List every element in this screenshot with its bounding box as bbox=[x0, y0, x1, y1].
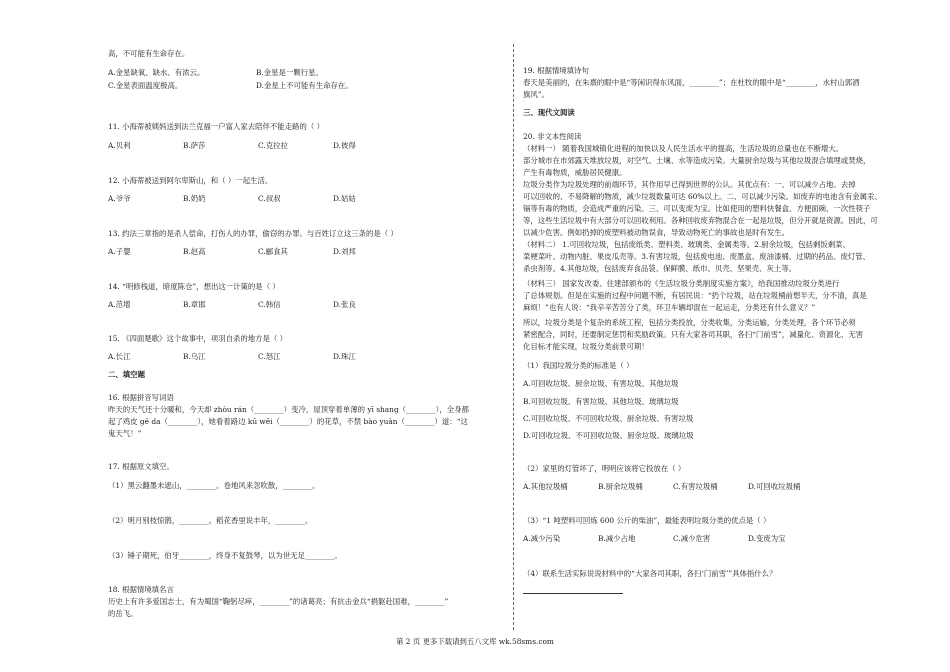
section-heading: 二、填空题 bbox=[108, 370, 145, 379]
text-line: C.郦食其 bbox=[258, 247, 288, 256]
text-line: B.章邯 bbox=[183, 300, 206, 309]
text-line: C.怒江 bbox=[258, 352, 281, 361]
text-line: 垃圾分类作为垃圾处理的前端环节，其作用早已得到世界的公认。其优点有：一、可以减少占地。去掉 bbox=[523, 180, 856, 189]
text-line: 紧密配合，同时，还要制定惩罚和奖励政策。只有大家各司其职，各扫“门前雪”，减量化、资源化、无害 bbox=[523, 330, 864, 339]
text-line: C.减少危害 bbox=[673, 534, 711, 543]
section-heading: 三、现代文阅读 bbox=[523, 108, 575, 117]
text-line: （材料一） 随着我国城镇化进程的加快以及人民生活水平的提高，生活垃圾的总量也在不断增大。 bbox=[523, 144, 844, 153]
right-column bbox=[523, 0, 928, 630]
text-line: C.可回收垃圾、不可回收垃圾、厨余垃圾、有害垃圾 bbox=[523, 414, 694, 423]
text-line: B.厨余垃圾桶 bbox=[598, 482, 643, 491]
text-line: 麻烦！”也有人说：“我辛辛苦苦分了类，环卫车辆却混在一起运走，分类还有什么意义？” bbox=[523, 303, 816, 312]
text-line: B.赵高 bbox=[183, 247, 206, 256]
text-line: （材料三） 国家发改委、住建部颁布的《生活垃圾分类制度实施方案》，给我国推动垃圾分类进行 bbox=[523, 279, 840, 288]
text-line: C.有害垃圾桶 bbox=[673, 482, 718, 491]
text-line: 13. 约法三章指的是杀人偿命，打伤人的办罪，偷窃的办罪。与百姓订立这三条的是（ ） bbox=[108, 229, 398, 238]
text-line: 17. 根据原文填空。 bbox=[108, 462, 174, 471]
text-line: 历史上有许多爱国志士，有为蜀国“鞠躬尽瘁，________”的诸葛亮；有抗击金兵“捐躯赴国难，________” bbox=[108, 597, 449, 606]
page-footer: 第 2 页 更多下载请到五八文库 wk.58sms.com bbox=[396, 637, 554, 646]
text-line: 鬼天气！” bbox=[108, 429, 142, 438]
text-line: 18. 根据情境填名言 bbox=[108, 585, 174, 594]
text-line: D.张良 bbox=[333, 300, 356, 309]
text-line: （3）锤子期死，伯牙________，终身不复鼓琴，以为世无足________。 bbox=[108, 551, 342, 560]
text-line: 镉等有毒的物质，会造成严重的污染。三、可以变废为宝。比如使用的塑料快餐盒、方便面碗、一次性筷子 bbox=[523, 204, 871, 213]
text-line: A.可回收垃圾、厨余垃圾、有害垃圾、其他垃圾 bbox=[523, 379, 679, 388]
left-column bbox=[108, 0, 508, 630]
text-line: D.刘邦 bbox=[333, 247, 356, 256]
text-line: （4）联系生活实际说说材料中的“大家各司其职，各扫‘门前雪’”具体指什么？ bbox=[523, 569, 777, 578]
text-line: D.珠江 bbox=[333, 352, 356, 361]
text-line: B.乌江 bbox=[183, 352, 206, 361]
text-line: 的岳飞。 bbox=[108, 609, 138, 618]
text-line: （2）家里的灯管坏了，明明应该将它投放在（ ） bbox=[523, 464, 686, 473]
text-line: C.金星表面温度极高。 bbox=[108, 81, 183, 90]
text-line: 杀虫剂等。4.其他垃圾，包括废弃食品袋、保鲜膜、纸巾、贝壳、坚果壳、灰土等。 bbox=[523, 264, 797, 273]
text-line: A.金星缺氧、缺水、有浓云。 bbox=[108, 68, 205, 77]
text-line: C.叔叔 bbox=[258, 194, 281, 203]
text-line: 12. 小海蒂被送到阿尔卑斯山，和（ ）一起生活。 bbox=[108, 176, 273, 185]
text-line: D.可回收垃圾桶 bbox=[748, 482, 801, 491]
text-line: （材料二） 1.可回收垃圾，包括废纸类、塑料类、玻璃类、金属类等。2.厨余垃圾，包括剩饭剩菜、 bbox=[523, 240, 850, 249]
column-divider bbox=[513, 44, 514, 630]
text-line: 产生有毒物质，威胁居民健康。 bbox=[523, 168, 627, 177]
text-line: A.其他垃圾桶 bbox=[523, 482, 568, 491]
text-line: 15. 《四面楚歌》这个故事中，项羽自杀的地方是（ ） bbox=[108, 334, 288, 343]
text-line: A.范增 bbox=[108, 300, 131, 309]
text-line: （1）我国垃圾分类的标准是（ ） bbox=[523, 361, 634, 370]
text-line: （3）“1 吨塑料可回炼 600 公斤的柴油”，最能表明垃圾分类的优点是（ ） bbox=[523, 516, 771, 525]
text-line: 等，这些生活垃圾中有大部分可以回收利用。各种回收废弃物混合在一起是垃圾，但分开就是资源。因此，可 bbox=[523, 216, 878, 225]
text-line: B.萨莎 bbox=[183, 141, 206, 150]
text-line: A.贝利 bbox=[108, 141, 131, 150]
text-line: D.金星上不可能有生命存在。 bbox=[256, 81, 353, 90]
text-line: 化目标才能实现，垃圾分类前景可期！ bbox=[523, 342, 649, 351]
text-line: A.减少污染 bbox=[523, 534, 561, 543]
text-line: 起了鸡皮 gē da（________），她看着路边 kū wěi（________）的花草，不禁 bào yuàn（________）道：“这 bbox=[108, 417, 468, 426]
text-line: 可以回收的、不易降解的物质，减少垃圾数量可达 60%以上。二、可以减少污染。如废弃的电池含有金属汞、 bbox=[523, 192, 882, 201]
text-line: B.金星是一颗行星。 bbox=[256, 68, 323, 77]
text-line: B.可回收垃圾、有害垃圾、其他垃圾、玻璃垃圾 bbox=[523, 397, 679, 406]
text-line: 20. 非文本性阅读 bbox=[523, 132, 582, 141]
text-line: C.克拉拉 bbox=[258, 141, 288, 150]
text-line: 高，不可能有生命存在。 bbox=[108, 49, 190, 58]
text-line: （1）黑云翻墨未遮山，________。卷地风来忽吹散，________。 bbox=[108, 481, 320, 490]
text-line: 旗风”。 bbox=[523, 90, 549, 99]
text-line: 19. 根据情境填诗句 bbox=[523, 66, 589, 75]
text-line: 14. “明修栈道，暗度陈仓”，想出这一计策的是（ ） bbox=[108, 282, 280, 291]
text-line: A.子婴 bbox=[108, 247, 131, 256]
text-line: 了总体规划。但是在实施的过程中问题不断，有居民说：“扔个垃圾，站在垃圾桶前想半天，分不清，真是 bbox=[523, 291, 867, 300]
text-line: D.姑姑 bbox=[333, 194, 356, 203]
text-line: D.可回收垃圾、不可回收垃圾、厨余垃圾、玻璃垃圾 bbox=[523, 431, 694, 440]
text-line: 所以，垃圾分类是个复杂的系统工程，包括分类投放，分类收集，分类运输，分类处理，各个环节必须 bbox=[523, 318, 856, 327]
answer-blank-line bbox=[523, 593, 623, 594]
text-line: （2）明月别枝惊鹊，________。稻花香里说丰年，________。 bbox=[108, 516, 313, 525]
text-line: D.彼得 bbox=[333, 141, 356, 150]
text-line: A.长江 bbox=[108, 352, 131, 361]
text-line: C.韩信 bbox=[258, 300, 281, 309]
text-line: 16. 根据拼音写词语 bbox=[108, 393, 174, 402]
text-line: 部分城市在市郊露天堆放垃圾，对空气、土壤、水等造成污染。大量厨余垃圾与其他垃圾混合填埋或焚烧， bbox=[523, 156, 871, 165]
text-line: 春天是美丽的，在朱熹的眼中是“等闲识得东风面，________”；在杜牧的眼中是“________，水村山郭酒 bbox=[523, 78, 860, 87]
text-line: B.减少占地 bbox=[598, 534, 636, 543]
text-line: D.变废为宝 bbox=[748, 534, 786, 543]
text-line: 11. 小海蒂被姨妈送到法兰克福一户富人家去陪伴不能走路的（ ） bbox=[108, 122, 325, 131]
text-line: B.奶奶 bbox=[183, 194, 206, 203]
text-line: 昨天的天气还十分暖和，今天却 zhòu rán（________）变冷，屋顶穿着单薄的 yī shang（________），全身都 bbox=[108, 405, 469, 414]
text-line: A.爷爷 bbox=[108, 194, 131, 203]
text-line: 菜梗菜叶、动物内脏、果皮瓜壳等。3.有害垃圾，包括废电池、废墨盒、废油漆桶、过期的药品、废灯管、 bbox=[523, 252, 871, 261]
text-line: 以减少危害。例如扔掉的废塑料被动物误食，导致动物死亡的事故也是时有发生。 bbox=[523, 228, 790, 237]
